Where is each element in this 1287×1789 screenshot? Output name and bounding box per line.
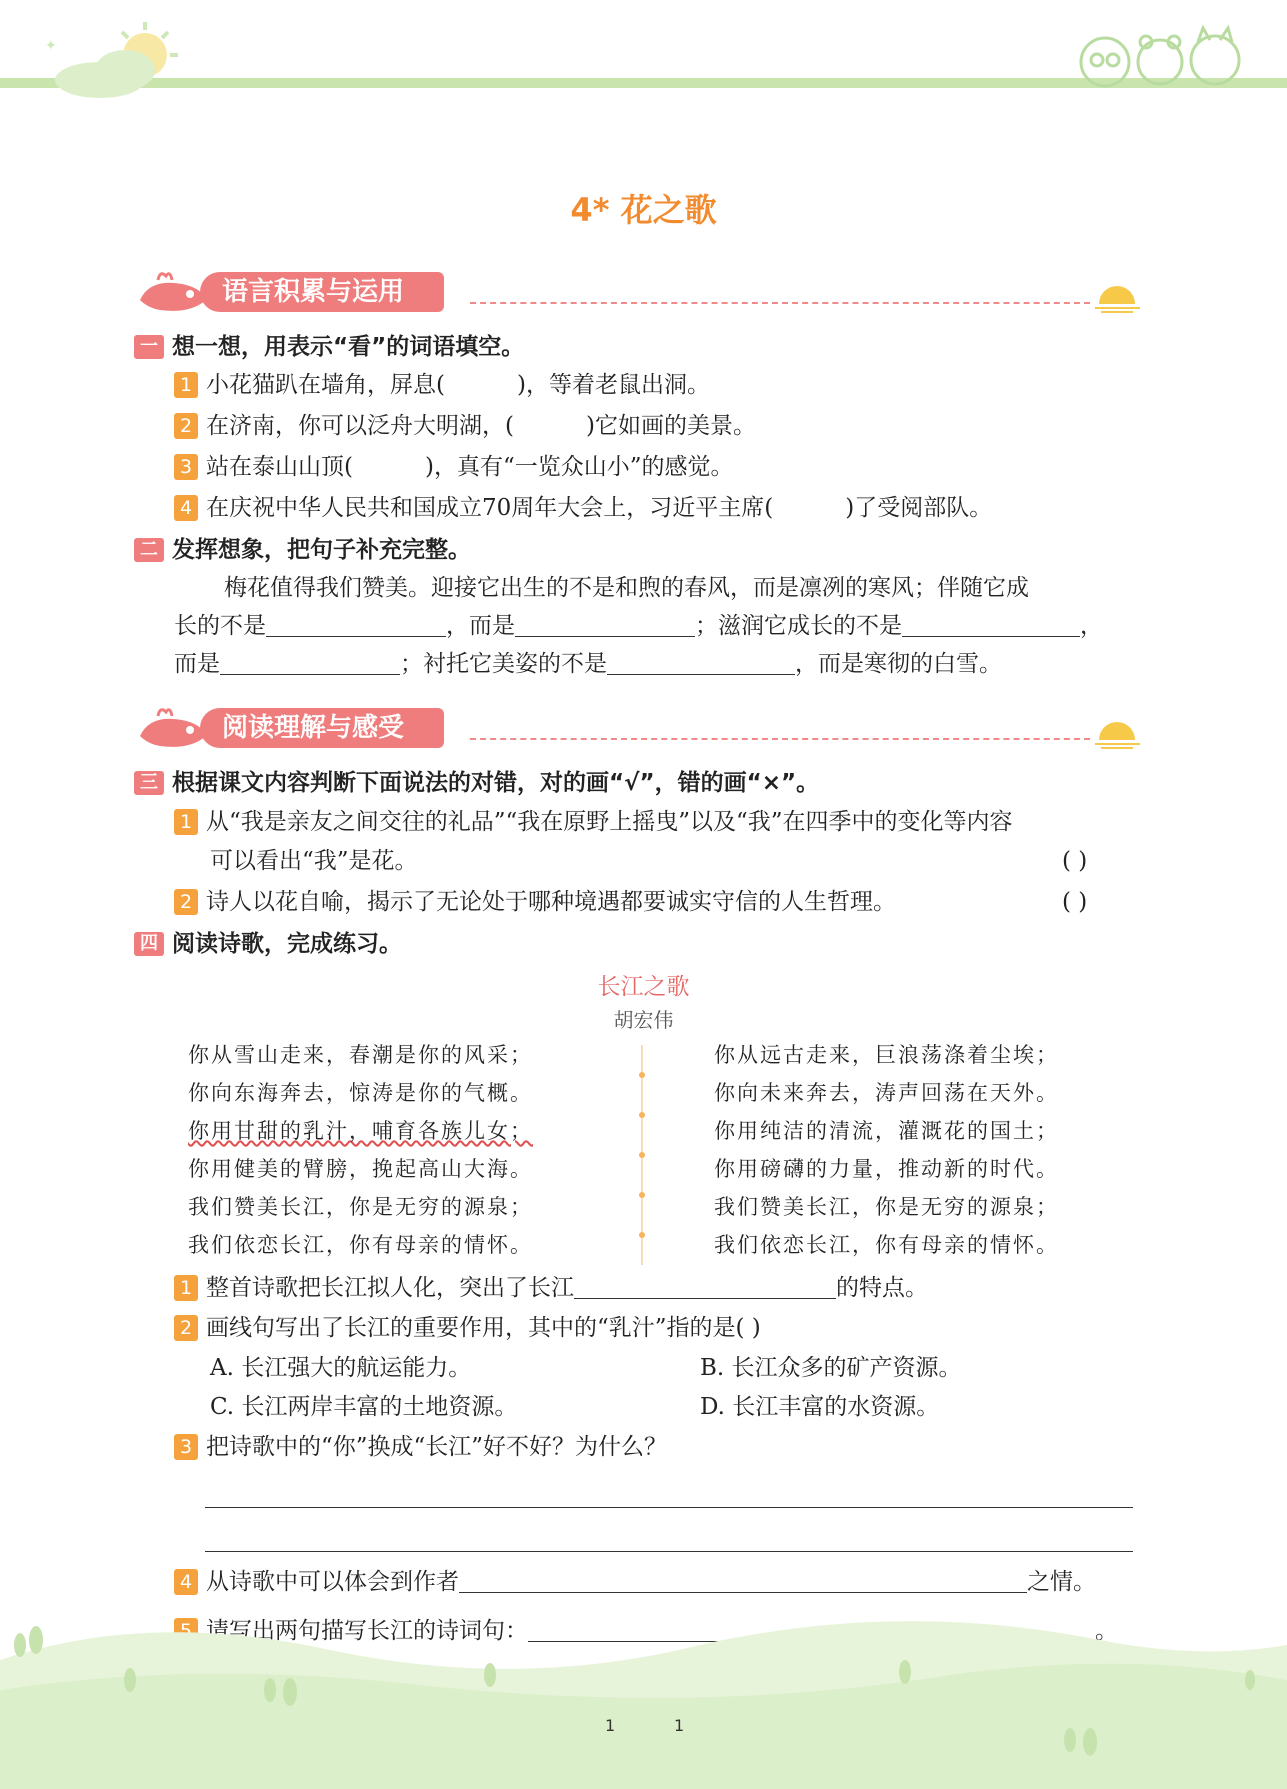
question-2-header	[134, 535, 471, 565]
whale-icon	[130, 706, 210, 752]
poem-line: 你从远古走来，巨浪荡涤着尘埃；	[714, 1043, 1059, 1067]
poem-line: 我们依恋长江，你有母亲的情怀。	[714, 1233, 1059, 1257]
answer-blank[interactable]	[220, 650, 400, 675]
poem-line: 我们赞美长江，你是无穷的源泉；	[714, 1195, 1059, 1219]
page-number-right: 1	[674, 1716, 685, 1735]
question-tag: 三	[134, 771, 164, 795]
item-text: 的特点。	[836, 1275, 928, 1301]
poem-line: 你向未来奔去，涛声回荡在天外。	[714, 1081, 1059, 1105]
judgment-parentheses[interactable]: ( )	[1062, 889, 1088, 915]
q1-item-3	[174, 451, 733, 483]
judgment-parentheses[interactable]: ( )	[1062, 848, 1088, 874]
item-number: 2	[174, 889, 198, 915]
item-number: 1	[174, 372, 198, 398]
question-prompt: 发挥想象，把句子补充完整。	[172, 537, 471, 563]
item-number: 4	[174, 1569, 198, 1595]
answer-blank[interactable]	[902, 612, 1080, 637]
item-text: )了受阅部队。	[845, 495, 993, 521]
item-text: 小花猫趴在墙角，屏息(	[206, 372, 445, 398]
page-number-left: 1	[605, 1716, 616, 1735]
item-number: 4	[174, 495, 198, 521]
answer-blank[interactable]	[607, 650, 795, 675]
section-label: 语言积累与运用	[200, 272, 444, 312]
animal-faces-icon	[1060, 20, 1260, 90]
item-text: 在济南，你可以泛舟大明湖，(	[206, 413, 514, 439]
item-number: 2	[174, 1315, 198, 1341]
option-d[interactable]: D. 长江丰富的水资源。	[700, 1394, 940, 1420]
q2-line-2	[174, 610, 1103, 642]
question-4-header	[134, 929, 402, 959]
text: ，而是	[446, 613, 515, 639]
item-number: 3	[174, 1434, 198, 1460]
text: ；衬托它美姿的不是	[400, 651, 607, 677]
poem-line: 你向东海奔去，惊涛是你的气概。	[188, 1081, 533, 1105]
item-text: 从诗歌中可以体会到作者	[206, 1569, 459, 1595]
item-text: 画线句写出了长江的重要作用，其中的“乳汁”指的是( )	[206, 1315, 761, 1341]
section-banner-language	[130, 270, 1140, 316]
section-divider	[470, 302, 1090, 304]
poem-line: 你用磅礴的力量，推动新的时代。	[714, 1157, 1059, 1181]
section-banner-reading	[130, 706, 1140, 752]
answer-blank[interactable]	[574, 1274, 836, 1299]
option-c[interactable]: C. 长江两岸丰富的土地资源。	[210, 1394, 518, 1420]
text: ，	[1080, 613, 1103, 639]
item-text: )，等着老鼠出洞。	[516, 372, 710, 398]
item-text: 从“我是亲友之间交往的礼品”“我在原野上摇曳”以及“我”在四季中的变化等内容	[206, 809, 1013, 835]
sunset-icon	[1095, 720, 1140, 750]
poem-author: 胡宏伟	[613, 1008, 674, 1032]
option-a[interactable]: A. 长江强大的航运能力。	[210, 1355, 472, 1381]
item-text: 在庆祝中华人民共和国成立70周年大会上，习近平主席(	[206, 495, 774, 521]
poem-line: 你用健美的臂膀，挽起高山大海。	[188, 1157, 533, 1181]
question-tag: 一	[134, 335, 164, 359]
poem-line: 你从雪山走来，春潮是你的风采；	[188, 1043, 533, 1067]
q1-item-2	[174, 410, 756, 442]
question-prompt: 根据课文内容判断下面说法的对错，对的画“√”，错的画“×”。	[172, 770, 820, 796]
section-label: 阅读理解与感受	[200, 708, 444, 748]
poem-title: 长江之歌	[597, 974, 690, 1000]
question-1-header	[134, 332, 524, 362]
item-number: 3	[174, 454, 198, 480]
q3-item-2	[174, 886, 896, 918]
text: ，而是寒彻的白雪。	[795, 651, 1002, 677]
item-text: 请写出两句描写长江的诗词句：	[206, 1618, 528, 1644]
q2-line-1: 梅花值得我们赞美。迎接它出生的不是和煦的春风，而是凛冽的寒风；伴随它成	[224, 575, 1029, 601]
item-text: )它如画的美景。	[585, 413, 756, 439]
q4-sub-2	[174, 1312, 761, 1344]
svg-text:✦: ✦	[45, 38, 57, 54]
item-text: )，真有“一览众山小”的感觉。	[424, 454, 734, 480]
answer-blank[interactable]	[515, 612, 695, 637]
sunset-icon	[1095, 284, 1140, 314]
question-tag: 二	[134, 538, 164, 562]
answer-blank[interactable]	[266, 612, 446, 637]
item-text: 站在泰山山顶(	[206, 454, 353, 480]
poem-divider	[638, 1045, 646, 1265]
answer-line[interactable]	[205, 1551, 1133, 1552]
item-text: 诗人以花自喻，揭示了无论处于哪种境遇都要诚实守信的人生哲理。	[206, 889, 896, 915]
item-number: 1	[174, 809, 198, 835]
question-prompt: 阅读诗歌，完成练习。	[172, 931, 402, 957]
question-tag: 四	[134, 932, 164, 956]
hills-footer-icon	[0, 1590, 1287, 1789]
q1-item-4	[174, 492, 992, 524]
question-3-header	[134, 768, 819, 798]
section-divider	[470, 738, 1090, 740]
q1-item-1	[174, 369, 710, 401]
item-text: 整首诗歌把长江拟人化，突出了长江	[206, 1275, 574, 1301]
q3-item-1-line-1	[174, 806, 1013, 838]
q3-item-1-line-2: 可以看出“我”是花。	[210, 848, 418, 874]
text: ；滋润它成长的不是	[695, 613, 902, 639]
text: 而是	[174, 651, 220, 677]
poem-line: 我们依恋长江，你有母亲的情怀。	[188, 1233, 533, 1257]
poem-line: 我们赞美长江，你是无穷的源泉；	[188, 1195, 533, 1219]
poem-left-column	[188, 1036, 533, 1264]
text: 长的不是	[174, 613, 266, 639]
item-text: 之情。	[1027, 1569, 1096, 1595]
item-number: 5	[174, 1618, 198, 1644]
underlined-text: 你用甘甜的乳汁，哺育各族儿女；	[188, 1119, 533, 1143]
q2-line-3	[174, 648, 1002, 680]
item-number: 2	[174, 413, 198, 439]
q4-sub-3	[174, 1431, 667, 1463]
poem-line-underlined	[188, 1112, 533, 1150]
item-number: 1	[174, 1275, 198, 1301]
poem-line: 你用纯洁的清流，灌溉花的国土；	[714, 1119, 1059, 1143]
whale-icon	[130, 270, 210, 316]
question-prompt: 想一想，用表示“看”的词语填空。	[172, 334, 525, 360]
item-text: 把诗歌中的“你”换成“长江”好不好？为什么？	[206, 1434, 668, 1460]
item-text: 。	[1095, 1618, 1118, 1644]
q4-sub-1	[174, 1272, 928, 1304]
option-b[interactable]: B. 长江众多的矿产资源。	[700, 1355, 962, 1381]
sun-cloud-icon	[40, 20, 190, 100]
page-title: 4* 花之歌	[570, 191, 717, 229]
answer-line[interactable]	[205, 1507, 1133, 1508]
poem-right-column	[714, 1036, 1059, 1264]
